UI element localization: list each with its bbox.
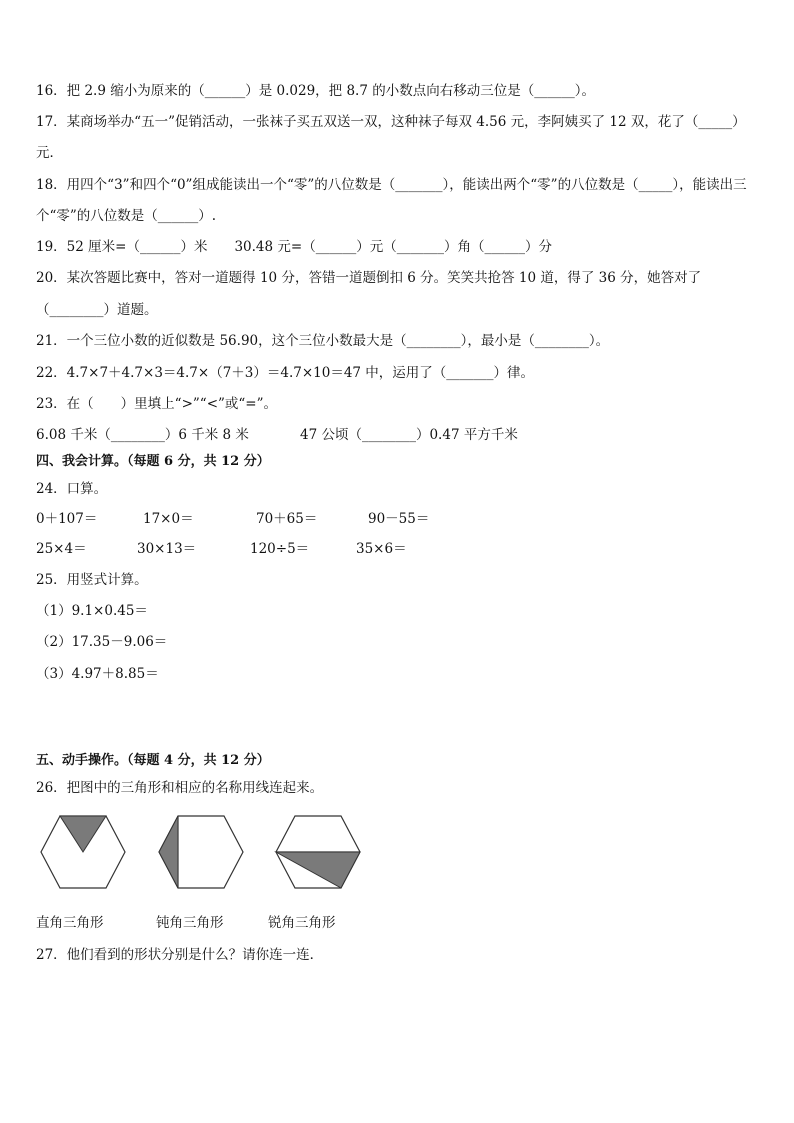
q24-r2-c4: 35×6＝ [356, 541, 407, 557]
hexagon-figure-3 [273, 814, 363, 890]
section-4-heading: 四、我会计算。（每题 6 分，共 12 分） [36, 454, 270, 469]
q24-r1-c2: 17×0＝ [143, 511, 194, 527]
shaded-triangle [276, 852, 360, 888]
q24-r1-c1: 0＋107＝ [36, 511, 98, 527]
question-26: 26．把图中的三角形和相应的名称用线连起来。 [36, 780, 324, 796]
question-20-line-2: （________）道题。 [36, 302, 158, 318]
question-20-line-1: 20．某次答题比赛中，答对一道题得 10 分，答错一道题倒扣 6 分。笑笑共抢答 10 道，得了 36 分，她答对了 [36, 270, 702, 286]
question-18-line-2: 个“零”的八位数是（______）. [36, 208, 217, 224]
q25-item-1: （1）9.1×0.45＝ [36, 603, 148, 619]
question-19: 19．52 厘米=（______）米 30.48 元=（______）元（_______）角（______）分 [36, 239, 552, 255]
shaded-triangle [159, 816, 178, 888]
question-17-line-1: 17．某商场举办“五一”促销活动，一张袜子买五双送一双，这种袜子每双 4.56 元，李阿姨买了 12 双，花了（_____） [36, 114, 746, 130]
question-18-line-1: 18．用四个“3”和四个“0”组成能读出一个“零”的八位数是（_______），能读出两个“零”的八位数是（_____），能读出三 [36, 177, 747, 193]
q23-item-1: 6.08 千米（________）6 千米 8 米 [36, 427, 249, 443]
hexagon-figure-2 [156, 814, 246, 890]
question-23: 23．在（ ）里填上“>”“<”或“=”。 [36, 396, 278, 412]
q24-r2-c3: 120÷5＝ [250, 541, 310, 557]
question-22: 22．4.7×7＋4.7×3＝4.7×（7＋3）＝4.7×10＝47 中，运用了（_______）律。 [36, 365, 535, 381]
label-acute-triangle: 锐角三角形 [268, 915, 336, 931]
question-27: 27．他们看到的形状分别是什么？请你连一连． [36, 947, 324, 963]
hexagon-figure-1 [38, 814, 128, 890]
q25-item-2: （2）17.35－9.06＝ [36, 634, 168, 650]
question-24: 24．口算。 [36, 481, 108, 497]
question-16: 16．把 2.9 缩小为原来的（______）是 0.029，把 8.7 的小数点向右移动三位是（______）。 [36, 83, 595, 99]
q23-item-2: 47 公顷（________）0.47 平方千米 [300, 427, 518, 443]
question-17-line-2: 元． [36, 145, 63, 161]
q24-r1-c4: 90－55＝ [368, 511, 430, 527]
question-21: 21．一个三位小数的近似数是 56.90，这个三位小数最大是（________），最小是（________）。 [36, 333, 610, 349]
label-right-triangle: 直角三角形 [36, 915, 104, 931]
q24-r1-c3: 70＋65＝ [256, 511, 318, 527]
label-obtuse-triangle: 钝角三角形 [156, 915, 224, 931]
q24-r2-c1: 25×4＝ [36, 541, 87, 557]
shaded-triangle [60, 816, 106, 852]
question-25: 25．用竖式计算。 [36, 572, 148, 588]
section-5-heading: 五、动手操作。（每题 4 分，共 12 分） [36, 753, 270, 768]
q24-r2-c2: 30×13＝ [137, 541, 197, 557]
q25-item-3: （3）4.97＋8.85＝ [36, 666, 159, 682]
